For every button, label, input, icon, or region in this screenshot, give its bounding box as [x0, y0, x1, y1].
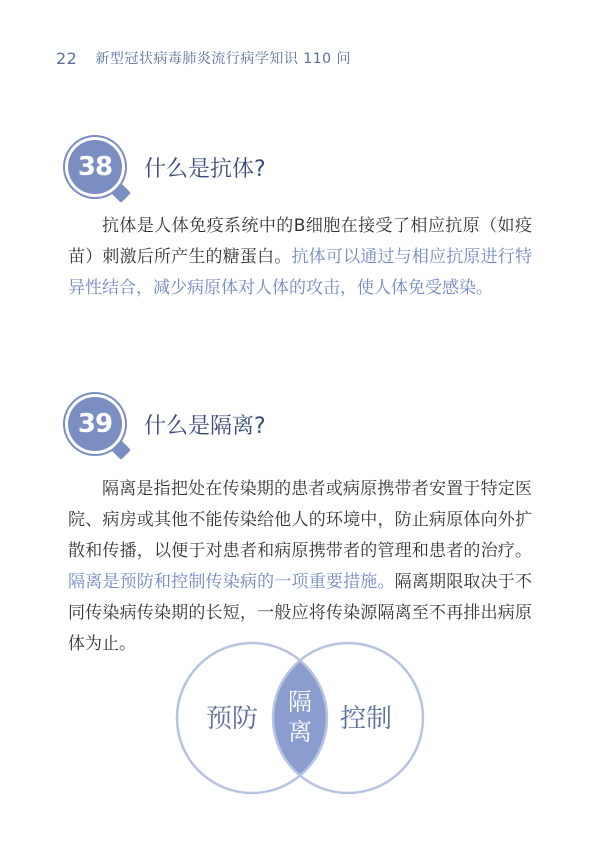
question-number: 39: [77, 409, 113, 439]
answer-tail-text: 隔离期限取决于不同传染病传染期的长短，一般应将传染源隔离至不再排出病原体为止。: [68, 572, 533, 654]
question-38-heading: [68, 140, 266, 194]
page-number: 22: [56, 48, 78, 68]
venn-right-label: 控制: [339, 704, 393, 734]
venn-left-label: 预防: [205, 704, 259, 734]
question-number: 38: [77, 152, 113, 182]
venn-middle-char-2: 离: [288, 718, 312, 746]
question-title: 什么是隔离?: [144, 413, 266, 439]
page-header: [56, 48, 351, 68]
badge-tail-icon: [111, 440, 131, 460]
answer-highlight-text: 隔离是预防和控制传染病的一项重要措施。: [68, 572, 395, 592]
answer-text: 抗体是人体免疫系统中的B细胞在接受了相应抗原（如疫苗）刺激后所产生的糖蛋白。: [68, 216, 532, 267]
badge-tail-icon: [111, 183, 131, 203]
question-title: 什么是抗体?: [144, 156, 266, 182]
answer-text: 隔离是指把处在传染期的患者或病原携带者安置于特定医院、病房或其他不能传染给他人的环境中，防止病原体向外扩散和传播，以便于对患者和病原携带者的管理和患者的治疗。: [68, 479, 532, 561]
venn-diagram: [174, 640, 426, 796]
question-badge-39: [68, 397, 122, 451]
question-badge-38: [68, 140, 122, 194]
venn-middle-char-1: 隔: [288, 688, 312, 716]
answer-39-paragraph: [68, 474, 532, 660]
question-39-heading: [68, 397, 266, 451]
answer-38-paragraph: [68, 211, 532, 304]
book-title: 新型冠状病毒肺炎流行病学知识 110 问: [95, 51, 351, 67]
answer-highlight-text: 抗体可以通过与相应抗原进行特异性结合，减少病原体对人体的攻击，使人体免受感染。: [68, 247, 532, 298]
